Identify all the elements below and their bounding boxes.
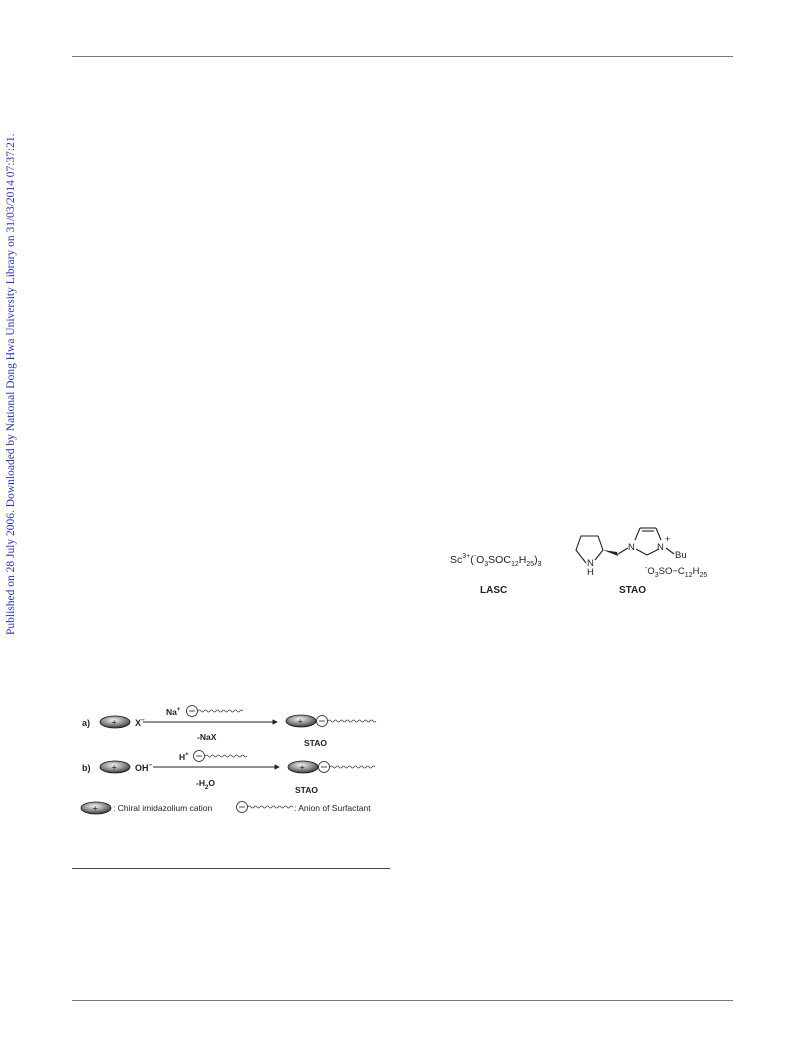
svg-text:+: + [92,803,98,814]
footer-rule [72,1000,733,1001]
footnote-rule [72,868,390,869]
row-a-reagent-surfactant [187,706,244,717]
legend-cation-text: : Chiral imidazolium cation [113,803,213,813]
imidazolium-n3: N [657,542,664,553]
legend-anion-text: : Anion of Surfactant [294,803,371,813]
stao-anion-formula: $^-O_3SO-C_{12}H_{25}$ [645,565,708,579]
butyl-bond [666,548,674,554]
row-a-reagent-ion: Na+ [166,707,181,717]
header-rule [72,56,733,57]
pyrrolidine-nh: H [587,567,594,578]
stao-label: STAO [619,585,647,596]
imidazolium-plus: + [665,534,671,544]
lasc-formula: $Sc^{3+}(^-O_3SOC_{12}H_{25})_3$ [450,553,542,568]
row-b-cation [100,761,130,773]
svg-text:+: + [111,762,117,773]
row-a-byproduct: -NaX [197,732,217,742]
imidazolium-n1: N [628,542,635,553]
legend-anion-symbol [237,802,294,813]
svg-text:+: + [299,762,305,773]
pyrrolidine-n: N [587,558,594,569]
row-b-reagent-ion: H+ [179,752,189,762]
row-a-product-complex [286,715,376,727]
svg-text:+: + [111,717,117,728]
butyl-label: Bu [675,550,687,561]
row-b-counterion: OH− [135,762,153,773]
legend-cation-symbol [81,802,111,814]
row-a-label: a) [82,718,91,728]
svg-text:+: + [297,716,303,727]
row-b-byproduct: $-H_2O$ [196,778,215,791]
row-a-product-label: STAO [304,738,327,748]
row-b-reagent-surfactant [194,751,248,762]
synthesis-scheme-figure [75,690,395,825]
row-b-label: b) [82,763,91,773]
row-a-counterion: X− [135,717,145,728]
lasc-label: LASC [480,585,508,596]
stereo-wedge [603,550,618,556]
publication-sidebar-note[interactable]: Published on 28 July 2006. Downloaded by National Dong Hwa University Library on 31/03/2014 07:37:21. [5,133,17,635]
row-a-cation [100,716,130,728]
methylene-bond [618,548,628,554]
row-b-product-complex [288,761,375,773]
chemical-structures-figure [440,520,730,610]
row-b-product-label: STAO [295,785,318,795]
